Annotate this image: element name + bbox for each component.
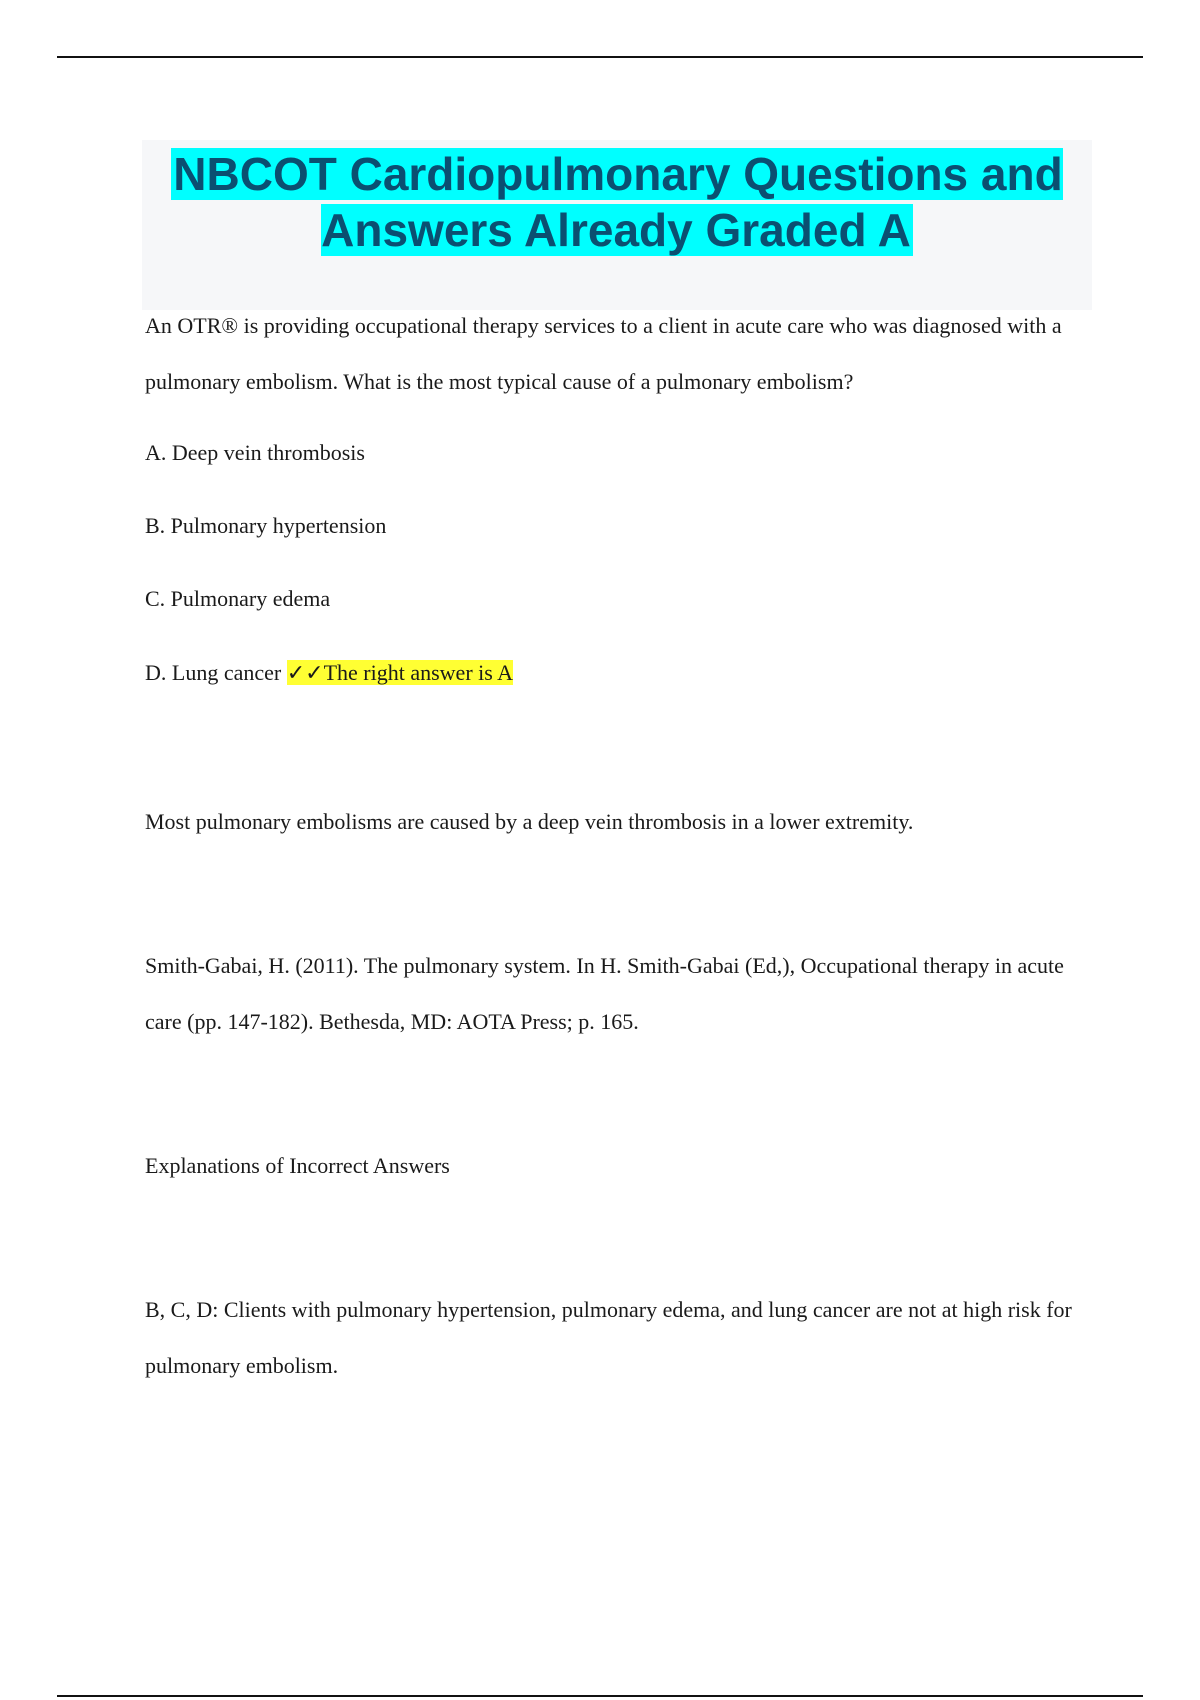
option-c: C. Pulmonary edema xyxy=(145,586,331,611)
reference-citation: Smith-Gabai, H. (2011). The pulmonary system. In H. Smith-Gabai (Ed,), Occupational therapy in acute care (pp. 147-182). Bethesda, MD: AOTA Press; p. 165. xyxy=(145,953,1064,1034)
option-b: B. Pulmonary hypertension xyxy=(145,513,387,538)
incorrect-answers-heading: Explanations of Incorrect Answers xyxy=(145,1153,450,1178)
title-block xyxy=(142,140,1092,310)
answer-explanation: Most pulmonary embolisms are caused by a deep vein thrombosis in a lower extremity. xyxy=(145,809,914,834)
correct-answer-text: The right answer is A xyxy=(323,660,513,685)
bottom-rule xyxy=(57,1695,1143,1697)
option-d-line xyxy=(145,645,1095,702)
double-check-icon: ✓✓ xyxy=(286,661,324,686)
option-a: A. Deep vein thrombosis xyxy=(145,440,365,465)
incorrect-answers-explanation: B, C, D: Clients with pulmonary hypertension, pulmonary edema, and lung cancer are not at high risk for pulmonary embolism. xyxy=(145,1297,1072,1378)
top-rule xyxy=(57,56,1143,58)
correct-answer-highlight xyxy=(287,660,513,685)
document-title-text: NBCOT Cardiopulmonary Questions and Answers Already Graded A xyxy=(173,148,1063,256)
document-title xyxy=(142,140,1092,258)
option-d: D. Lung cancer xyxy=(145,660,282,685)
question-text: An OTR® is providing occupational therapy services to a client in acute care who was diagnosed with a pulmonary embolism. What is the most typical cause of a pulmonary embolism? xyxy=(145,313,1062,394)
